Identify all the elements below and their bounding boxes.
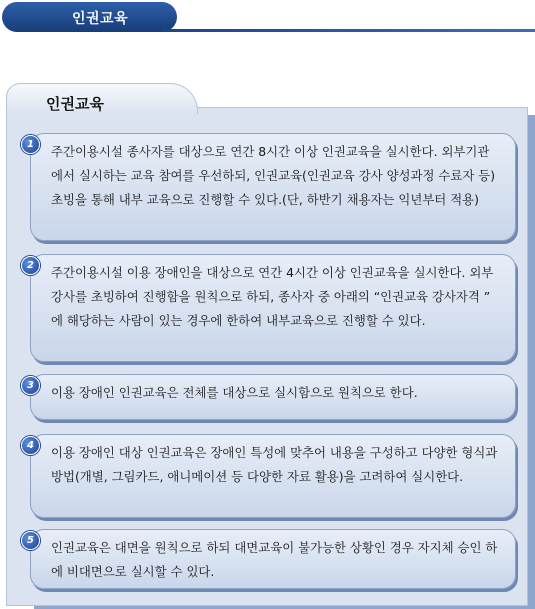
- section-title: 인권교육: [46, 95, 104, 113]
- header-tab: [2, 0, 535, 34]
- number-badge: 5: [21, 531, 40, 550]
- number-badge: 1: [21, 135, 40, 154]
- header-underline: [162, 29, 535, 32]
- item-text: 이용 장애인 대상 인권교육은 장애인 특성에 맞추어 내용을 구성하고 다양한 형식과 방법(개별, 그림카드, 애니메이션 등 다양한 자료 활용)을 고려하여 실시한다.: [51, 445, 498, 484]
- number-badge: 3: [21, 376, 40, 395]
- list-item-3: [30, 374, 516, 420]
- item-text: 이용 장애인 인권교육은 전체를 대상으로 실시함으로 원칙으로 한다.: [51, 385, 418, 400]
- number-badge: 2: [21, 256, 40, 275]
- list-item-2: [30, 254, 516, 362]
- number-badge: 4: [21, 436, 40, 455]
- item-text: 주간이용시설 종사자를 대상으로 연간 8시간 이상 인권교육을 실시한다. 외부기관에서 실시하는 교육 참여를 우선하되, 인권교육(인권교육 강사 양성과정 수료자 등) 초빙을 통해 내부 교육으로 진행할 수 있다.(단, 하반기 채용자는 익년부터 적용): [51, 144, 496, 207]
- list-item-4: [30, 434, 516, 518]
- header-title: 인권교육: [72, 11, 129, 27]
- item-text: 주간이용시설 이용 장애인을 대상으로 연간 4시간 이상 인권교육을 실시한다. 외부 강사를 초빙하여 진행함을 원칙으로 하되, 종사자 중 아래의 “인권교육 강사자격 ” 에 해당하는 사람이 있는 경우에 한하여 내부교육으로 진행할 수 있다.: [51, 265, 494, 328]
- item-text: 인권교육은 대면을 원칙으로 하되 대면교육이 불가능한 상황인 경우 자지체 승인 하에 비대면으로 실시할 수 있다.: [51, 540, 498, 579]
- list-item-1: [30, 133, 516, 241]
- list-item-5: [30, 529, 516, 589]
